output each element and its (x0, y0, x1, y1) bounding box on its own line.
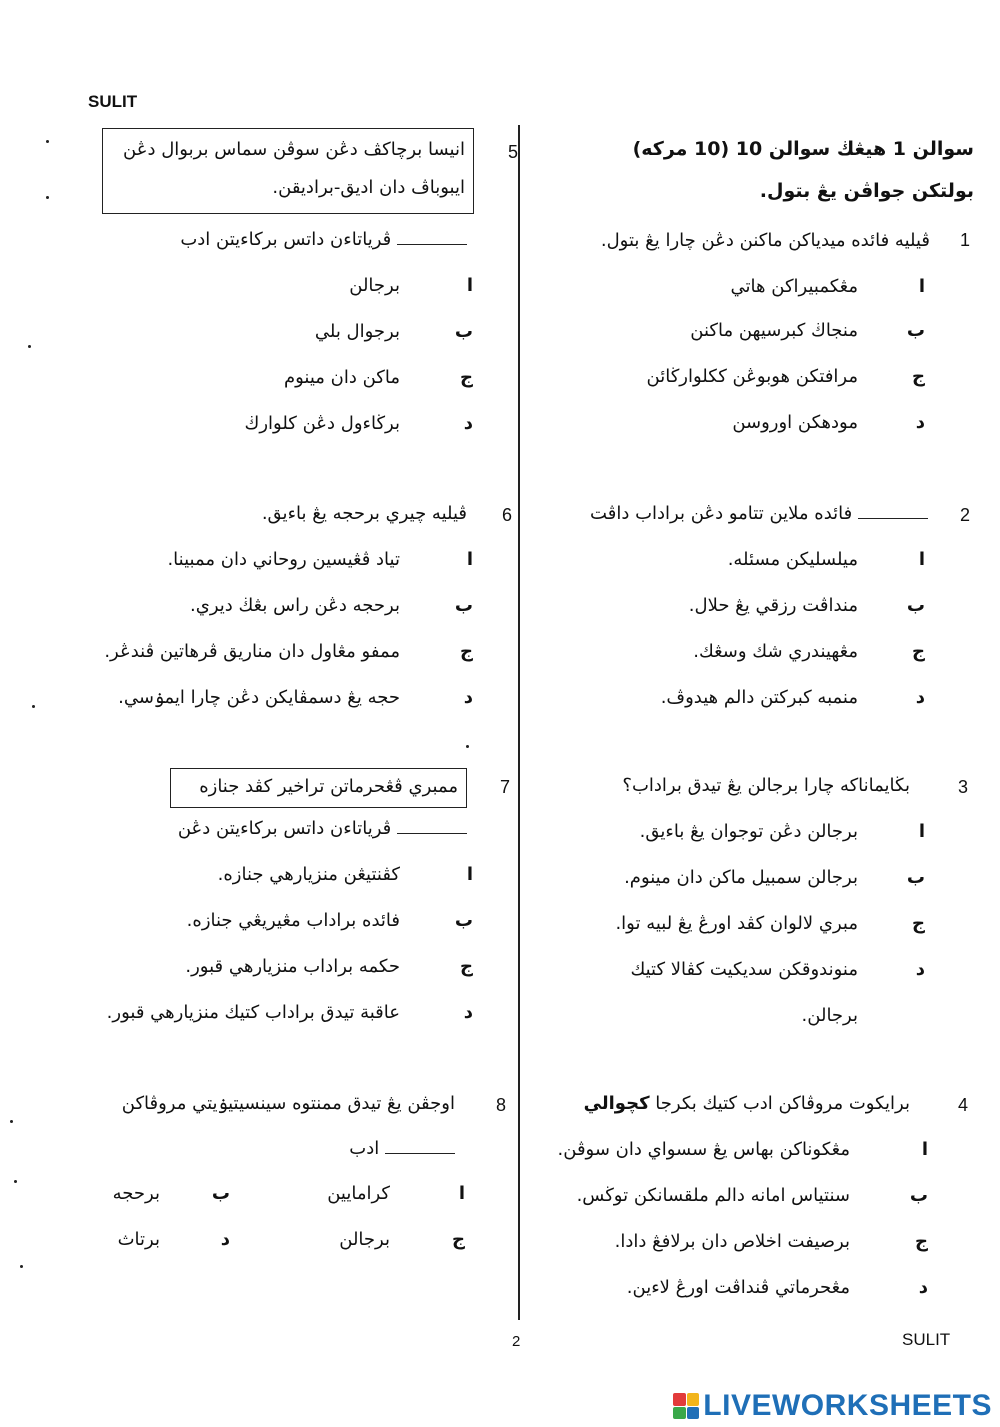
option-text[interactable]: برجالن دڠن توجوان يڠ باءيق. (639, 821, 858, 842)
liveworksheets-logo[interactable] (673, 1389, 992, 1423)
logo-grid-icon (673, 1393, 699, 1419)
option-text[interactable]: منوندوقكن سديكيت كڤالا كتيك (630, 959, 858, 980)
question-number: 3 (958, 777, 969, 797)
scan-speck (46, 196, 49, 199)
answer-blank[interactable] (397, 230, 467, 245)
page-number: 2 (512, 1333, 521, 1350)
question-stem-text: فائده ملاين تتامو دڠن براداب داڤت (590, 503, 853, 524)
answer-blank[interactable] (858, 504, 928, 519)
option-label: ب (454, 910, 473, 931)
option-text[interactable]: مرافتكن هوبوڠن ككلوارڬائن (646, 366, 858, 387)
option-text[interactable]: برجوال بلي (314, 321, 400, 342)
option-label: د (463, 1002, 473, 1023)
option-label: ب (454, 595, 473, 616)
section-instruction: بولتكن جواڤن يڠ بتول. (759, 180, 974, 202)
column-divider (518, 125, 520, 1320)
question-number: 2 (960, 505, 971, 525)
question-stem-text: ڤرياتاءن داتس بركاءيتن دڠن (177, 818, 392, 839)
question-stem-text: برايكوت مروڤاكن ادب كتيك بكرجا (655, 1093, 910, 1114)
question-number: 7 (500, 777, 511, 797)
option-label: ج (452, 1229, 465, 1250)
question-number: 6 (502, 505, 513, 525)
question-stem-text: ڤرياتاءن داتس بركاءيتن ادب (180, 229, 392, 250)
option-label: ج (460, 641, 473, 662)
option-text[interactable]: سنتياس امانه دالم ملقسانكن توڬس. (576, 1185, 850, 1206)
option-text[interactable]: برجالن سمبيل ماكن دان مينوم. (624, 867, 858, 888)
scan-speck (46, 140, 49, 143)
option-text[interactable]: ماكن دان مينوم (283, 367, 400, 388)
answer-blank[interactable] (397, 819, 467, 834)
logo-square-red (673, 1393, 686, 1406)
option-text[interactable]: برجالن (349, 275, 400, 296)
logo-text: LIVEWORKSHEETS (703, 1389, 992, 1422)
option-text[interactable]: منجاڬ كبرسيهن ماكنن (690, 320, 858, 341)
sulit-footer: SULIT (902, 1330, 951, 1349)
scan-speck (20, 1265, 23, 1268)
option-text[interactable]: مبري لالوان كڤد اورڠ يڠ لبيه توا. (615, 913, 858, 934)
question-stem (180, 229, 467, 250)
option-label: ج (915, 1231, 928, 1252)
option-text[interactable]: فائده براداب مڠيريڠي جنازه. (186, 910, 400, 931)
logo-square-yellow (687, 1393, 700, 1406)
question-stem-text: ادب (349, 1138, 380, 1159)
option-label: ب (906, 595, 925, 616)
option-text[interactable]: برحجه (112, 1183, 160, 1204)
option-text[interactable]: مودهكن اوروسن (732, 412, 858, 433)
option-label: د (915, 412, 925, 433)
scenario-box (170, 768, 467, 808)
question-stem: ڤيليه فائده ميدياكن ماكنن دڠن چارا يڠ بتول. (600, 230, 930, 251)
question-stem: اوجڤن يڠ تيدق ممنتوه سينسيتيۏيتي مروڤاكن (121, 1093, 455, 1114)
question-stem (178, 818, 467, 839)
question-number: 8 (496, 1095, 507, 1115)
option-label: ا (466, 864, 473, 885)
option-text[interactable]: منمبه كبركتن دالم هيدوڤ. (660, 687, 858, 708)
scan-speck (10, 1120, 13, 1123)
option-label: ج (912, 366, 925, 387)
option-label: د (220, 1229, 230, 1250)
scan-speck (32, 705, 35, 708)
option-label: ب (211, 1183, 230, 1204)
option-label: ا (466, 549, 473, 570)
question-stem-emphasis: كچوالي (583, 1093, 650, 1114)
option-label: د (915, 959, 925, 980)
scenario-line: ايبوباڤ دان اديق-براديقن. (272, 177, 465, 198)
option-label: ب (454, 321, 473, 342)
question-number: 4 (958, 1095, 969, 1115)
option-label: ا (918, 276, 925, 297)
question-number: 5 (508, 142, 519, 162)
option-text[interactable]: برحجه دڠن راس بڠڬ ديري. (190, 595, 400, 616)
scan-speck (14, 1180, 17, 1183)
option-text[interactable]: برجالن (339, 1229, 390, 1250)
option-label: د (463, 413, 473, 434)
option-label: د (918, 1277, 928, 1298)
option-text[interactable]: مڠكوناكن بهاس يڠ سسواي دان سوڤن. (557, 1139, 850, 1160)
question-stem (584, 1093, 910, 1114)
option-text-continued: برجالن. (801, 1005, 858, 1026)
question-stem: بڬايماناكه چارا برجالن يڠ تيدق براداب؟ (622, 775, 910, 796)
scenario-line: ممبري ڤڠحرماتن تراخير كڤد جنازه (199, 776, 458, 797)
option-label: ا (921, 1139, 928, 1160)
option-text[interactable]: عاقبة تيدق براداب كتيك منزيارهي قبور. (106, 1002, 400, 1023)
option-text[interactable]: برڬاءول دڠن كلوارڬ (244, 413, 400, 434)
option-text[interactable]: منداڤت رزقي يڠ حلال. (688, 595, 858, 616)
option-text[interactable]: ممفو مڠاول دان مناريق ڤرهاتين ڤندڠر. (104, 641, 400, 662)
option-label: د (915, 687, 925, 708)
option-text[interactable]: مڠحرماتي ڤنداڤت اورڠ لاءين. (626, 1277, 850, 1298)
option-text[interactable]: مڠهيندري شك وسڠك. (693, 641, 858, 662)
option-label: ج (912, 913, 925, 934)
option-text[interactable]: ميلسليكن مسئله. (727, 549, 858, 570)
option-label: ب (906, 867, 925, 888)
answer-blank[interactable] (385, 1139, 455, 1154)
scan-speck (28, 345, 31, 348)
question-number: 1 (960, 230, 971, 250)
sulit-header: SULIT (88, 92, 138, 111)
question-stem: ڤيليه چيري برحجه يڠ باءيق. (261, 503, 467, 524)
option-text[interactable]: حكمه براداب منزيارهي قبور. (185, 956, 400, 977)
option-text[interactable]: كرامايين (327, 1183, 390, 1204)
option-text[interactable]: برتاث (117, 1229, 160, 1250)
option-label: ج (912, 641, 925, 662)
option-label: ا (918, 821, 925, 842)
option-label: ج (460, 956, 473, 977)
section-title: سوالن 1 هيڠڬ سوالن 10 (10 مركه) (632, 138, 974, 160)
option-text[interactable]: كڤنتيڠن منزيارهي جنازه. (217, 864, 400, 885)
scenario-box (102, 128, 474, 214)
question-stem (590, 503, 928, 524)
scenario-line: انيسا برچاكڤ دڠن سوڤن سماس بربوال دڠن (123, 139, 465, 160)
option-label: ب (906, 320, 925, 341)
option-label: ا (466, 275, 473, 296)
scan-speck (466, 745, 469, 748)
option-label: ج (460, 367, 473, 388)
option-text[interactable]: مڠكمبيراكن هاتي (730, 276, 858, 297)
option-text[interactable]: برصيفت اخلاص دان برلافڠ دادا. (614, 1231, 850, 1252)
option-label: ا (918, 549, 925, 570)
option-text[interactable]: حجه يڠ دسمڤايكن دڠن چارا ايمۏسي. (118, 687, 400, 708)
logo-square-blue (687, 1407, 700, 1420)
logo-square-green (673, 1407, 686, 1420)
option-label: ا (458, 1183, 465, 1204)
option-text[interactable]: تياد ڤڠيسين روحاني دان ممبينا. (167, 549, 400, 570)
option-label: د (463, 687, 473, 708)
option-label: ب (909, 1185, 928, 1206)
question-stem-continued (349, 1138, 455, 1159)
